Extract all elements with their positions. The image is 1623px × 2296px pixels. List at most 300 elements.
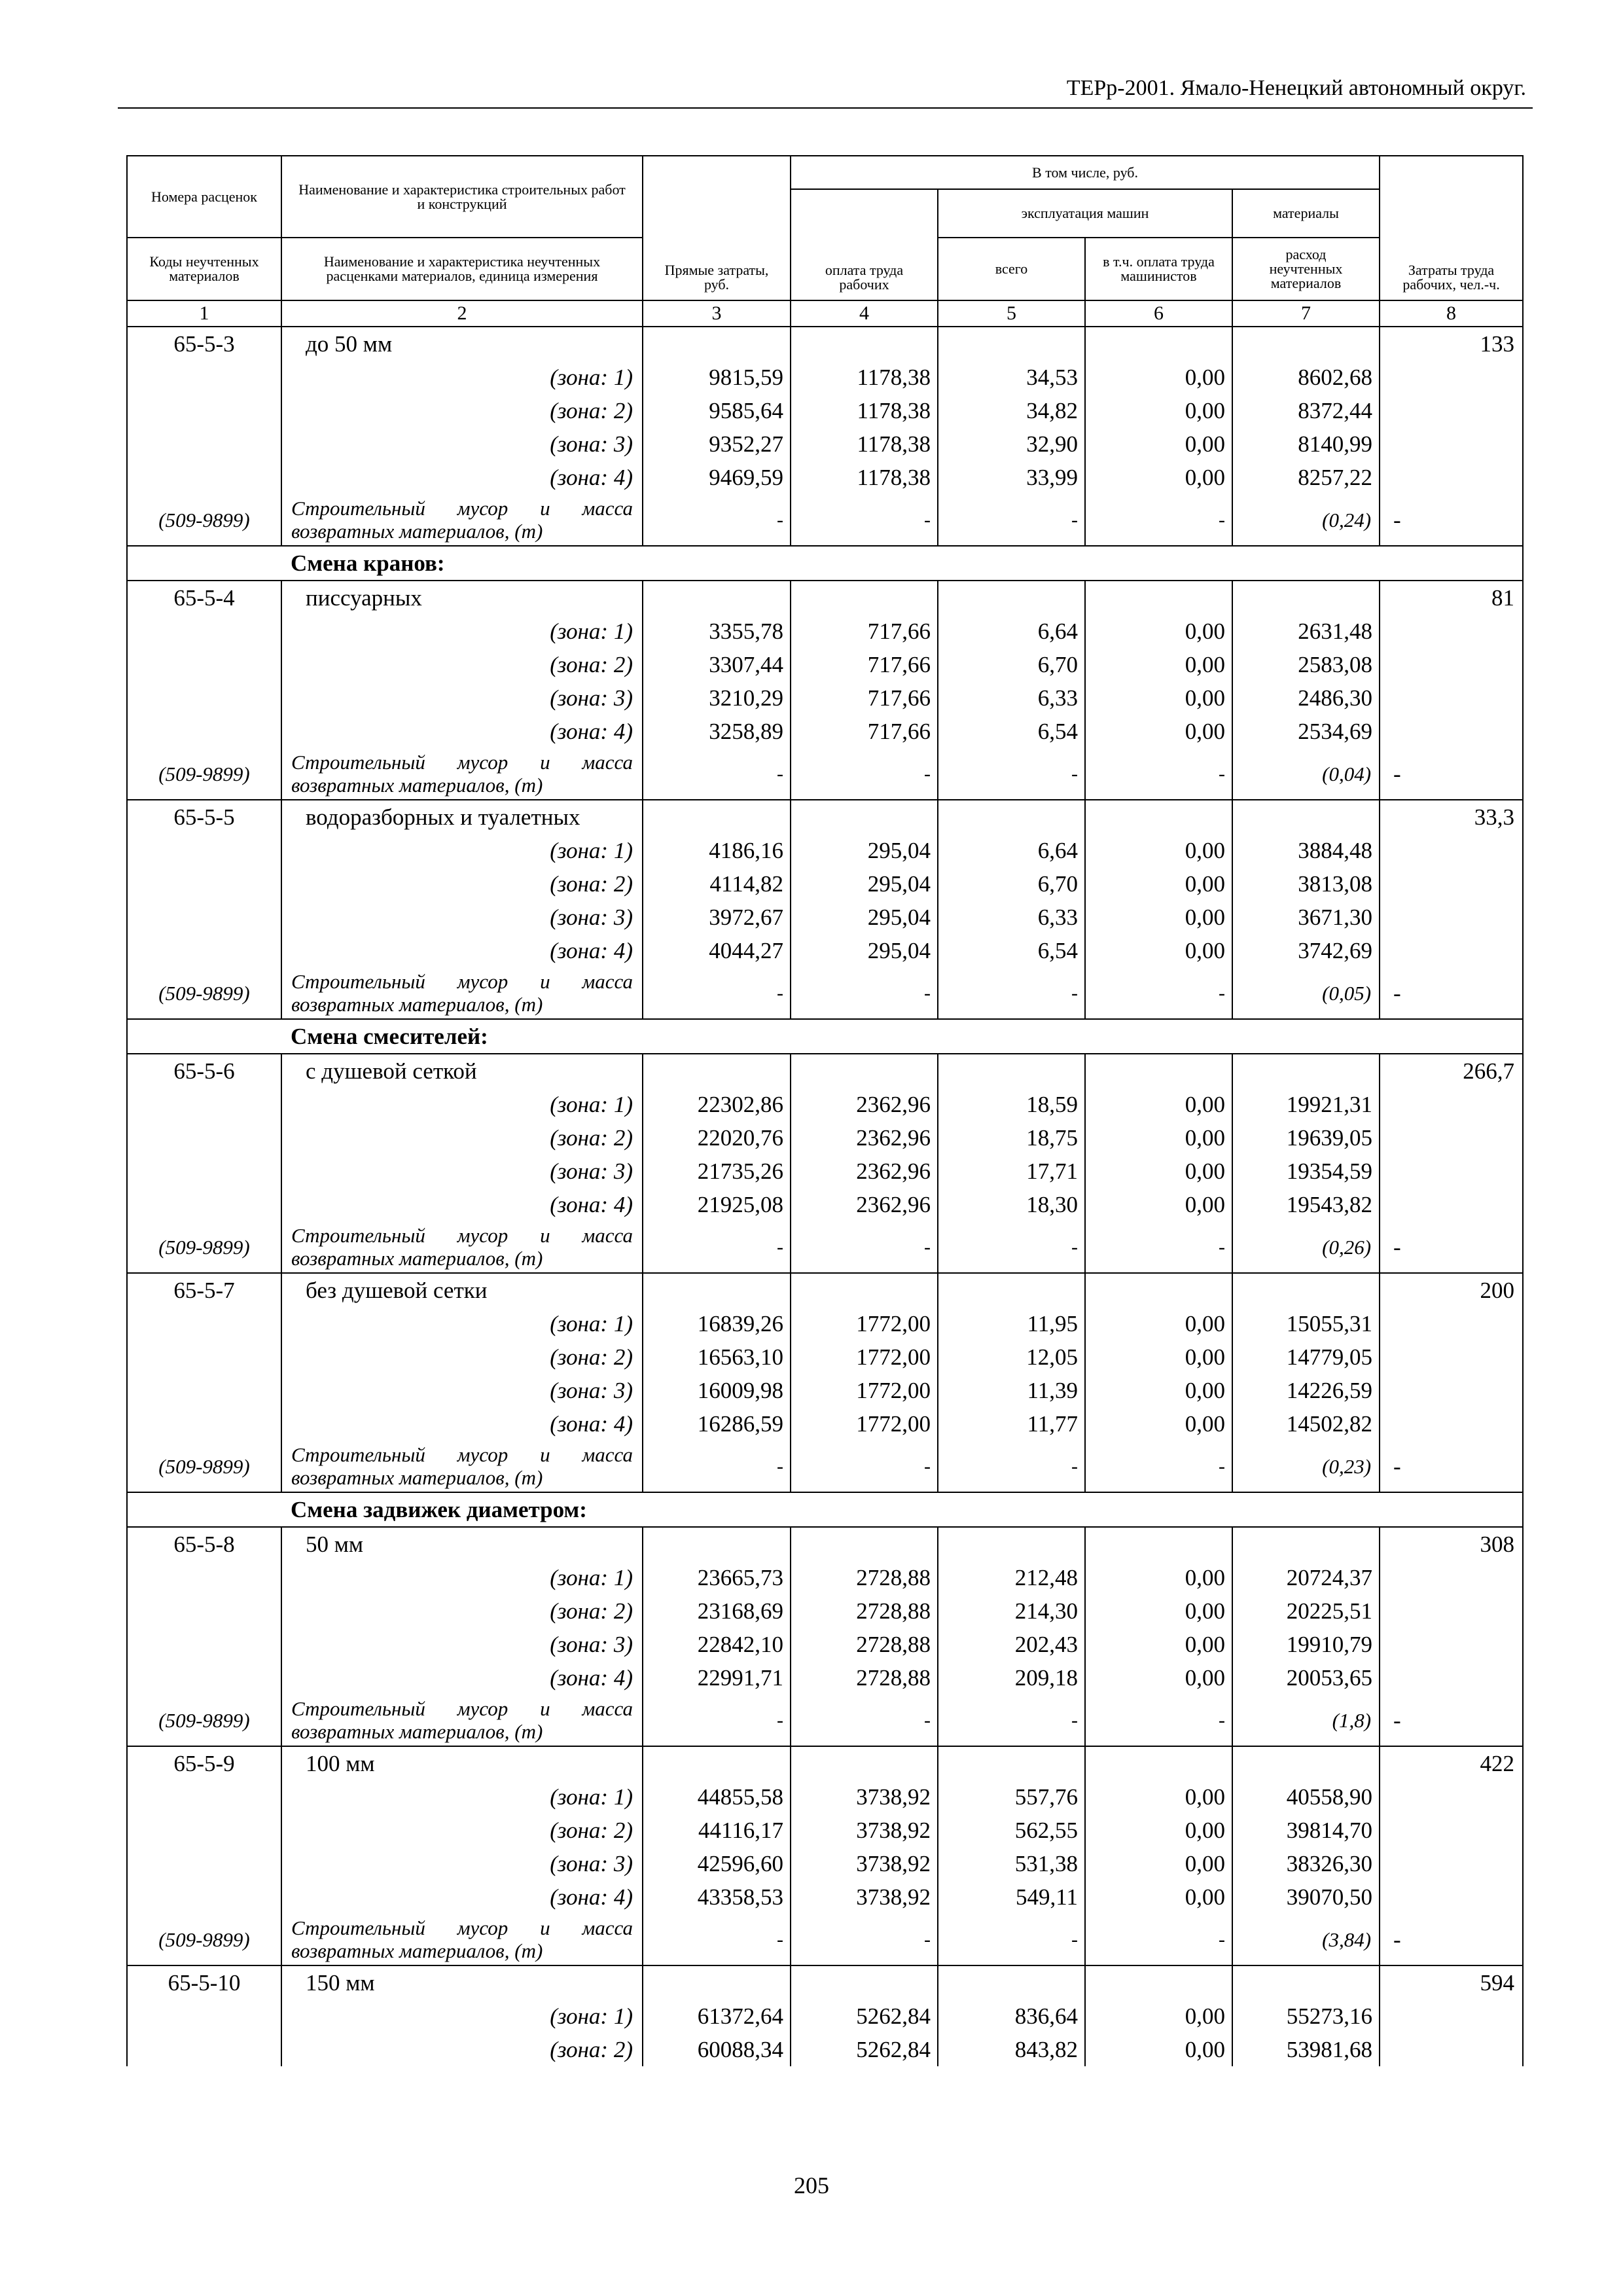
zone-row (127, 934, 1523, 967)
zone-row (127, 1594, 1523, 1628)
rate-row (127, 1746, 1523, 1780)
machinist-wages-value: 0,00 (1085, 648, 1232, 681)
materials-value: 3671,30 (1232, 901, 1380, 934)
direct-cost-value: 3972,67 (643, 901, 791, 934)
direct-cost-value: 4044,27 (643, 934, 791, 967)
machinist-wages-value: 0,00 (1085, 1780, 1232, 1814)
rate-row (127, 1527, 1523, 1561)
materials-value: 39814,70 (1232, 1814, 1380, 1847)
zone-label: (зона: 4) (281, 934, 643, 967)
zone-row (127, 867, 1523, 901)
zone-label: (зона: 4) (281, 461, 643, 494)
empty-cell (643, 1746, 791, 1780)
materials-value: 2534,69 (1232, 715, 1380, 748)
dash: - (938, 1695, 1085, 1746)
machines-total-value: 209,18 (938, 1661, 1085, 1695)
zone-row (127, 1340, 1523, 1374)
material-name: Строительный мусор и масса возвратных материалов, (т) (281, 494, 643, 546)
section-row (127, 1492, 1523, 1527)
machinist-wages-value: 0,00 (1085, 1628, 1232, 1661)
material-name: Строительный мусор и масса возвратных материалов, (т) (281, 1441, 643, 1492)
zone-label: (зона: 1) (281, 1780, 643, 1814)
materials-value: 8372,44 (1232, 394, 1380, 427)
empty-cell (127, 461, 281, 494)
direct-cost-value: 21925,08 (643, 1188, 791, 1221)
empty-cell (127, 715, 281, 748)
empty-cell (1380, 1121, 1523, 1155)
section-code-cell (127, 1019, 281, 1054)
direct-cost-value: 3258,89 (643, 715, 791, 748)
header-material-name: Наименование и характеристика неучтенных расценками материалов, единица измерения (281, 238, 643, 300)
zone-label: (зона: 3) (281, 1628, 643, 1661)
zone-row (127, 2033, 1523, 2066)
header-machines: эксплуатация машин (938, 189, 1232, 238)
empty-cell (127, 1121, 281, 1155)
machines-total-value: 18,30 (938, 1188, 1085, 1221)
material-row (127, 1695, 1523, 1746)
material-consumption: (0,24) (1232, 494, 1380, 546)
empty-cell (127, 1088, 281, 1121)
wages-value: 2728,88 (791, 1628, 938, 1661)
materials-value: 3813,08 (1232, 867, 1380, 901)
rate-row (127, 1965, 1523, 2000)
empty-cell (127, 1407, 281, 1441)
material-name: Строительный мусор и масса возвратных материалов, (т) (281, 967, 643, 1019)
header-work-name: Наименование и характеристика строительных работ и конструкций (281, 156, 643, 238)
empty-cell (1380, 648, 1523, 681)
empty-cell (643, 1965, 791, 2000)
dash: - (791, 967, 938, 1019)
header-rate-numbers: Номера расценок (127, 156, 281, 238)
empty-cell (127, 427, 281, 461)
rate-code: 65-5-9 (127, 1746, 281, 1780)
column-number: 6 (1085, 300, 1232, 327)
wages-value: 295,04 (791, 901, 938, 934)
empty-cell (791, 581, 938, 615)
machines-total-value: 212,48 (938, 1561, 1085, 1594)
material-consumption: (0,23) (1232, 1441, 1380, 1492)
direct-cost-value: 16839,26 (643, 1307, 791, 1340)
column-number: 5 (938, 300, 1085, 327)
material-name: Строительный мусор и масса возвратных материалов, (т) (281, 1695, 643, 1746)
empty-cell (938, 1273, 1085, 1307)
machinist-wages-value: 0,00 (1085, 2033, 1232, 2066)
material-code: (509-9899) (127, 1441, 281, 1492)
empty-cell (127, 834, 281, 867)
empty-cell (643, 1273, 791, 1307)
material-row (127, 967, 1523, 1019)
rate-code: 65-5-8 (127, 1527, 281, 1561)
dash: - (1380, 1914, 1523, 1965)
empty-cell (127, 361, 281, 394)
labor-value: 33,3 (1380, 800, 1523, 834)
empty-cell (791, 800, 938, 834)
material-consumption: (0,26) (1232, 1221, 1380, 1273)
empty-cell (127, 1814, 281, 1847)
empty-cell (1380, 1088, 1523, 1121)
dash: - (791, 1221, 938, 1273)
empty-cell (1380, 394, 1523, 427)
material-name: Строительный мусор и масса возвратных материалов, (т) (281, 1914, 643, 1965)
column-number: 4 (791, 300, 938, 327)
direct-cost-value: 3210,29 (643, 681, 791, 715)
materials-value: 2631,48 (1232, 615, 1380, 648)
empty-cell (1380, 1561, 1523, 1594)
empty-cell (1380, 1661, 1523, 1695)
materials-value: 19639,05 (1232, 1121, 1380, 1155)
direct-cost-value: 4186,16 (643, 834, 791, 867)
empty-cell (1380, 461, 1523, 494)
dash: - (1380, 967, 1523, 1019)
direct-cost-value: 4114,82 (643, 867, 791, 901)
zone-row (127, 1374, 1523, 1407)
zone-label: (зона: 1) (281, 1307, 643, 1340)
material-consumption: (0,04) (1232, 748, 1380, 800)
machines-total-value: 33,99 (938, 461, 1085, 494)
zone-row (127, 1814, 1523, 1847)
zone-label: (зона: 2) (281, 1121, 643, 1155)
dash: - (791, 1914, 938, 1965)
column-number: 8 (1380, 300, 1523, 327)
zone-row (127, 394, 1523, 427)
machines-total-value: 17,71 (938, 1155, 1085, 1188)
machines-total-value: 843,82 (938, 2033, 1085, 2066)
materials-value: 3884,48 (1232, 834, 1380, 867)
direct-cost-value: 43358,53 (643, 1880, 791, 1914)
direct-cost-value: 23168,69 (643, 1594, 791, 1628)
dash: - (1380, 748, 1523, 800)
labor-value: 594 (1380, 1965, 1523, 2000)
zone-row (127, 1307, 1523, 1340)
empty-cell (1232, 1273, 1380, 1307)
empty-cell (1380, 1188, 1523, 1221)
machinist-wages-value: 0,00 (1085, 934, 1232, 967)
wages-value: 717,66 (791, 715, 938, 748)
material-code: (509-9899) (127, 748, 281, 800)
empty-cell (1380, 1155, 1523, 1188)
empty-cell (127, 2000, 281, 2033)
rate-name: без душевой сетки (281, 1273, 643, 1307)
machinist-wages-value: 0,00 (1085, 1188, 1232, 1221)
zone-row (127, 648, 1523, 681)
direct-cost-value: 16563,10 (643, 1340, 791, 1374)
dash: - (643, 1221, 791, 1273)
materials-value: 2583,08 (1232, 648, 1380, 681)
wages-value: 1772,00 (791, 1340, 938, 1374)
zone-label: (зона: 4) (281, 1880, 643, 1914)
machines-total-value: 18,75 (938, 1121, 1085, 1155)
machines-total-value: 6,70 (938, 867, 1085, 901)
header-codes: Коды неучтенных материалов (127, 238, 281, 300)
zone-label: (зона: 3) (281, 681, 643, 715)
header-machines-total: всего (938, 238, 1085, 300)
column-number: 7 (1232, 300, 1380, 327)
zone-row (127, 461, 1523, 494)
direct-cost-value: 44855,58 (643, 1780, 791, 1814)
zone-label: (зона: 2) (281, 394, 643, 427)
machinist-wages-value: 0,00 (1085, 1661, 1232, 1695)
dash: - (791, 1441, 938, 1492)
empty-cell (1085, 800, 1232, 834)
materials-value: 8257,22 (1232, 461, 1380, 494)
direct-cost-value: 22991,71 (643, 1661, 791, 1695)
direct-cost-value: 9585,64 (643, 394, 791, 427)
machines-total-value: 549,11 (938, 1880, 1085, 1914)
empty-cell (127, 1847, 281, 1880)
dash: - (1380, 1441, 1523, 1492)
empty-cell (127, 1561, 281, 1594)
empty-cell (1380, 1814, 1523, 1847)
column-numbers-row (127, 300, 1523, 327)
material-row (127, 494, 1523, 546)
machines-total-value: 562,55 (938, 1814, 1085, 1847)
machinist-wages-value: 0,00 (1085, 834, 1232, 867)
empty-cell (1232, 800, 1380, 834)
empty-cell (1380, 615, 1523, 648)
empty-cell (1380, 1628, 1523, 1661)
machinist-wages-value: 0,00 (1085, 681, 1232, 715)
section-title: Смена кранов: (281, 546, 1523, 581)
rate-name: водоразборных и туалетных (281, 800, 643, 834)
empty-cell (1232, 581, 1380, 615)
wages-value: 717,66 (791, 648, 938, 681)
wages-value: 295,04 (791, 934, 938, 967)
empty-cell (127, 1374, 281, 1407)
dash: - (938, 967, 1085, 1019)
empty-cell (1380, 2033, 1523, 2066)
empty-cell (1380, 834, 1523, 867)
dash: - (791, 748, 938, 800)
empty-cell (127, 648, 281, 681)
zone-row (127, 1561, 1523, 1594)
empty-cell (127, 681, 281, 715)
dash: - (791, 1695, 938, 1746)
empty-cell (1085, 1527, 1232, 1561)
empty-cell (1380, 1594, 1523, 1628)
zone-label: (зона: 2) (281, 648, 643, 681)
materials-value: 3742,69 (1232, 934, 1380, 967)
wages-value: 295,04 (791, 867, 938, 901)
direct-cost-value: 9352,27 (643, 427, 791, 461)
materials-value: 53981,68 (1232, 2033, 1380, 2066)
labor-value: 308 (1380, 1527, 1523, 1561)
dash: - (1085, 1695, 1232, 1746)
rate-row (127, 581, 1523, 615)
direct-cost-value: 3307,44 (643, 648, 791, 681)
machinist-wages-value: 0,00 (1085, 1307, 1232, 1340)
wages-value: 2362,96 (791, 1188, 938, 1221)
zone-label: (зона: 2) (281, 1814, 643, 1847)
materials-value: 8140,99 (1232, 427, 1380, 461)
direct-cost-value: 22020,76 (643, 1121, 791, 1155)
empty-cell (791, 1054, 938, 1088)
page-number: 205 (794, 2172, 829, 2198)
header-machinist-wages: в т.ч. оплата труда машинистов (1085, 238, 1232, 300)
zone-row (127, 1880, 1523, 1914)
zone-row (127, 715, 1523, 748)
zone-label: (зона: 2) (281, 1594, 643, 1628)
header-materials-unaccounted: расход неучтенных материалов (1232, 238, 1380, 300)
empty-cell (1380, 1880, 1523, 1914)
empty-cell (1380, 1407, 1523, 1441)
labor-value: 200 (1380, 1273, 1523, 1307)
dash: - (1085, 494, 1232, 546)
direct-cost-value: 61372,64 (643, 2000, 791, 2033)
rate-name: до 50 мм (281, 327, 643, 361)
wages-value: 1178,38 (791, 427, 938, 461)
wages-value: 1772,00 (791, 1407, 938, 1441)
material-consumption: (0,05) (1232, 967, 1380, 1019)
section-title: Смена смесителей: (281, 1019, 1523, 1054)
wages-value: 2728,88 (791, 1561, 938, 1594)
material-consumption: (3,84) (1232, 1914, 1380, 1965)
empty-cell (938, 1527, 1085, 1561)
section-code-cell (127, 1492, 281, 1527)
materials-value: 19921,31 (1232, 1088, 1380, 1121)
zone-label: (зона: 2) (281, 867, 643, 901)
dash: - (643, 748, 791, 800)
zone-label: (зона: 1) (281, 1088, 643, 1121)
empty-cell (1380, 934, 1523, 967)
wages-value: 2362,96 (791, 1088, 938, 1121)
table-body (127, 327, 1523, 2066)
wages-value: 5262,84 (791, 2000, 938, 2033)
table-header (127, 156, 1523, 327)
section-row (127, 1019, 1523, 1054)
machines-total-value: 11,39 (938, 1374, 1085, 1407)
section-title: Смена задвижек диаметром: (281, 1492, 1523, 1527)
direct-cost-value: 22842,10 (643, 1628, 791, 1661)
empty-cell (791, 1965, 938, 2000)
direct-cost-value: 9815,59 (643, 361, 791, 394)
labor-value: 422 (1380, 1746, 1523, 1780)
dash: - (1085, 748, 1232, 800)
zone-label: (зона: 3) (281, 427, 643, 461)
machinist-wages-value: 0,00 (1085, 1340, 1232, 1374)
materials-value: 8602,68 (1232, 361, 1380, 394)
machinist-wages-value: 0,00 (1085, 1814, 1232, 1847)
zone-label: (зона: 1) (281, 1561, 643, 1594)
empty-cell (127, 1594, 281, 1628)
document-title: ТЕРр-2001. Ямало-Ненецкий автономный округ. (1066, 76, 1526, 100)
empty-cell (127, 1661, 281, 1695)
materials-value: 39070,50 (1232, 1880, 1380, 1914)
empty-cell (127, 867, 281, 901)
section-code-cell (127, 546, 281, 581)
rate-name: с душевой сеткой (281, 1054, 643, 1088)
zone-row (127, 1155, 1523, 1188)
material-code: (509-9899) (127, 967, 281, 1019)
materials-value: 20724,37 (1232, 1561, 1380, 1594)
zone-label: (зона: 2) (281, 1340, 643, 1374)
materials-value: 14502,82 (1232, 1407, 1380, 1441)
zone-row (127, 1121, 1523, 1155)
machinist-wages-value: 0,00 (1085, 361, 1232, 394)
zone-label: (зона: 1) (281, 361, 643, 394)
materials-value: 14226,59 (1232, 1374, 1380, 1407)
empty-cell (127, 901, 281, 934)
empty-cell (643, 1054, 791, 1088)
zone-row (127, 1188, 1523, 1221)
header-including: В том числе, руб. (791, 156, 1380, 189)
material-name: Строительный мусор и масса возвратных материалов, (т) (281, 748, 643, 800)
machinist-wages-value: 0,00 (1085, 1121, 1232, 1155)
machines-total-value: 34,82 (938, 394, 1085, 427)
material-code: (509-9899) (127, 494, 281, 546)
empty-cell (1085, 1965, 1232, 2000)
zone-label: (зона: 1) (281, 834, 643, 867)
machines-total-value: 6,54 (938, 934, 1085, 967)
materials-value: 38326,30 (1232, 1847, 1380, 1880)
materials-value: 15055,31 (1232, 1307, 1380, 1340)
dash: - (1380, 494, 1523, 546)
direct-cost-value: 60088,34 (643, 2033, 791, 2066)
material-name: Строительный мусор и масса возвратных материалов, (т) (281, 1221, 643, 1273)
rate-name: 50 мм (281, 1527, 643, 1561)
empty-cell (643, 581, 791, 615)
material-code: (509-9899) (127, 1221, 281, 1273)
materials-value: 19354,59 (1232, 1155, 1380, 1188)
zone-row (127, 681, 1523, 715)
direct-cost-value: 21735,26 (643, 1155, 791, 1188)
material-consumption: (1,8) (1232, 1695, 1380, 1746)
materials-value: 20225,51 (1232, 1594, 1380, 1628)
machinist-wages-value: 0,00 (1085, 461, 1232, 494)
dash: - (1085, 1914, 1232, 1965)
rates-table (126, 155, 1524, 2066)
dash: - (791, 494, 938, 546)
zone-row (127, 1780, 1523, 1814)
header-materials: материалы (1232, 189, 1380, 238)
wages-value: 717,66 (791, 681, 938, 715)
wages-value: 3738,92 (791, 1780, 938, 1814)
column-number: 3 (643, 300, 791, 327)
zone-row (127, 615, 1523, 648)
dash: - (643, 967, 791, 1019)
zone-label: (зона: 4) (281, 1407, 643, 1441)
material-row (127, 748, 1523, 800)
zone-row (127, 834, 1523, 867)
materials-value: 19910,79 (1232, 1628, 1380, 1661)
material-row (127, 1914, 1523, 1965)
header-direct-costs: Прямые затраты, руб. (643, 156, 791, 300)
dash: - (643, 1441, 791, 1492)
wages-value: 2362,96 (791, 1155, 938, 1188)
zone-label: (зона: 3) (281, 901, 643, 934)
machinist-wages-value: 0,00 (1085, 394, 1232, 427)
empty-cell (1232, 1527, 1380, 1561)
direct-cost-value: 22302,86 (643, 1088, 791, 1121)
materials-value: 2486,30 (1232, 681, 1380, 715)
direct-cost-value: 3355,78 (643, 615, 791, 648)
machinist-wages-value: 0,00 (1085, 427, 1232, 461)
materials-value: 19543,82 (1232, 1188, 1380, 1221)
machines-total-value: 6,70 (938, 648, 1085, 681)
zone-row (127, 1847, 1523, 1880)
rate-code: 65-5-6 (127, 1054, 281, 1088)
labor-value: 266,7 (1380, 1054, 1523, 1088)
rate-row (127, 1273, 1523, 1307)
empty-cell (1085, 1746, 1232, 1780)
empty-cell (1380, 1374, 1523, 1407)
rate-row (127, 1054, 1523, 1088)
empty-cell (127, 1628, 281, 1661)
wages-value: 3738,92 (791, 1814, 938, 1847)
zone-label: (зона: 4) (281, 715, 643, 748)
machinist-wages-value: 0,00 (1085, 1880, 1232, 1914)
empty-cell (1380, 681, 1523, 715)
machinist-wages-value: 0,00 (1085, 1594, 1232, 1628)
